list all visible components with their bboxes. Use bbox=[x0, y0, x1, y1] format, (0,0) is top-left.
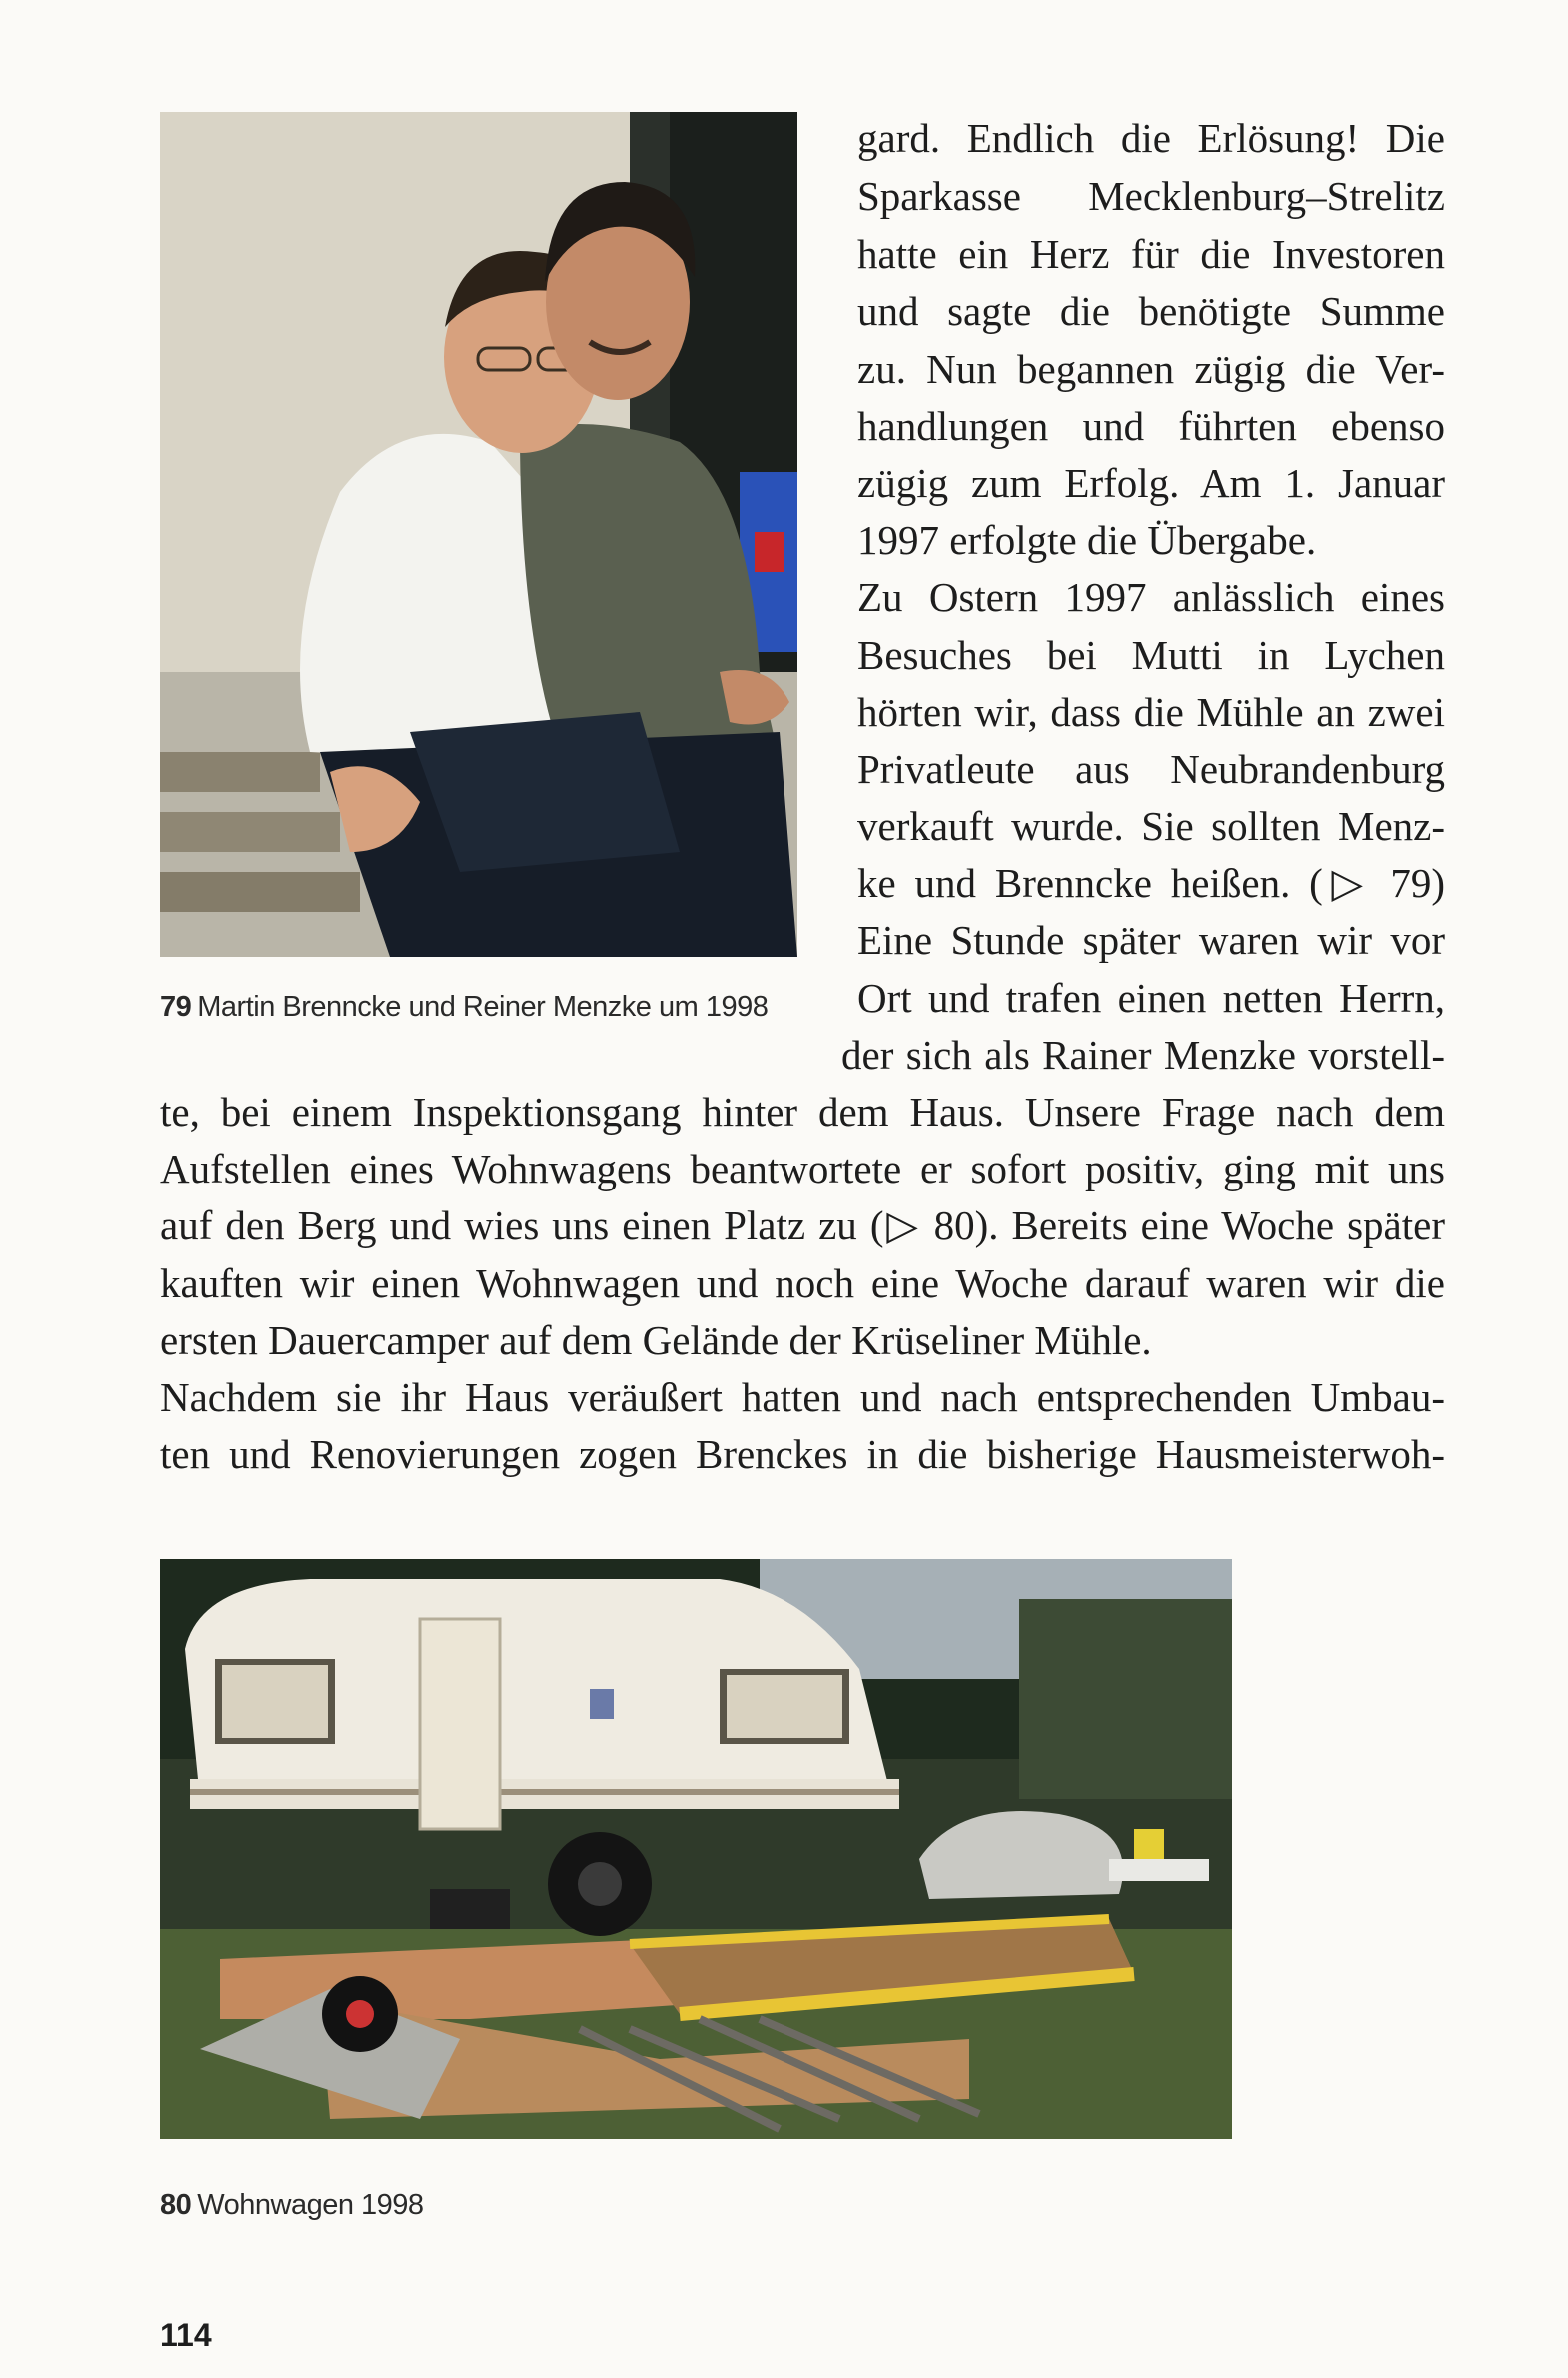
text-line: ten und Renovierungen zogen Brenckes in die bisherige Hausmeisterwoh- bbox=[160, 1431, 1445, 1477]
page-number: 114 bbox=[160, 2317, 212, 2353]
text-line: hatte ein Herz für die Investoren bbox=[857, 231, 1445, 277]
text-line: handlungen und führten ebenso bbox=[857, 403, 1445, 449]
text-line: zügig zum Erfolg. Am 1. Januar bbox=[857, 460, 1445, 506]
text-line: te, bei einem Inspektionsgang hinter dem Haus. Unsere Frage nach dem bbox=[160, 1089, 1445, 1135]
text-line: Nachdem sie ihr Haus veräußert hatten und nach entsprechenden Umbau- bbox=[160, 1374, 1445, 1420]
text-line: 1997 erfolgte die Übergabe. bbox=[857, 517, 1317, 563]
text-line: Zu Ostern 1997 anlässlich eines bbox=[857, 574, 1445, 620]
text-line: Besuches bei Mutti in Lychen bbox=[857, 632, 1445, 678]
text-line: ersten Dauercamper auf dem Gelände der Krüseliner Mühle. bbox=[160, 1317, 1152, 1363]
figure-79-number: 79 bbox=[160, 991, 192, 1023]
figure-80-caption bbox=[160, 2189, 424, 2222]
text-line: Eine Stunde später waren wir vor bbox=[857, 917, 1445, 963]
text-line: der sich als Rainer Menzke vorstell- bbox=[841, 1032, 1445, 1078]
photo-80-caravan bbox=[160, 1559, 1232, 2139]
text-line: Ort und trafen einen netten Herrn, bbox=[857, 975, 1445, 1021]
text-line: Privatleute aus Neubrandenburg bbox=[857, 746, 1445, 792]
photo-79-men-on-bench bbox=[160, 112, 797, 957]
text-line: verkauft wurde. Sie sollten Menz- bbox=[857, 803, 1445, 849]
text-line: kauften wir einen Wohnwagen und noch eine Woche darauf waren wir die bbox=[160, 1260, 1445, 1306]
text-line: gard. Endlich die Erlösung! Die bbox=[857, 115, 1445, 161]
figure-80-caption-text: Wohnwagen 1998 bbox=[197, 2189, 424, 2221]
text-line: auf den Berg und wies uns einen Platz zu (▷ 80). Bereits eine Woche später bbox=[160, 1202, 1445, 1248]
figure-79-caption-text: Martin Brenncke und Reiner Menzke um 1998 bbox=[197, 991, 769, 1023]
text-line: ke und Brenncke heißen. (▷ 79) bbox=[857, 860, 1445, 906]
text-line: Aufstellen eines Wohnwagens beantwortete er sofort positiv, ging mit uns bbox=[160, 1146, 1445, 1191]
text-line: Sparkasse Mecklenburg–Strelitz bbox=[857, 173, 1445, 219]
text-line: zu. Nun begannen zügig die Ver- bbox=[857, 346, 1445, 392]
figure-79-caption bbox=[160, 991, 768, 1024]
text-line: und sagte die benötigte Summe bbox=[857, 288, 1445, 334]
figure-80-number: 80 bbox=[160, 2189, 192, 2221]
text-line: hörten wir, dass die Mühle an zwei bbox=[857, 689, 1445, 735]
